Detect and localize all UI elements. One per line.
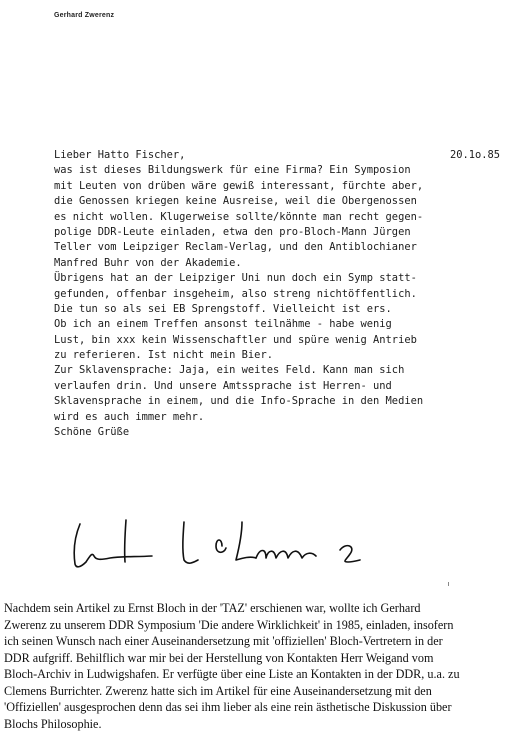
letter-line: die Genossen kriegen keine Ausreise, weil die Obergenossen xyxy=(54,195,417,208)
letter-line: es nicht wollen. Klugerweise sollte/könnte man recht gegen- xyxy=(54,210,424,223)
letter-line: mit Leuten von drüben wäre gewiß interessant, fürchte aber, xyxy=(54,179,424,192)
letter-closing: Schöne Grüße xyxy=(54,426,130,439)
note-line: 'Offiziellen' ausgesprochen denn das sei ihm lieber als eine rein ästhetische Diskussion über xyxy=(4,700,452,714)
note-line: Nachdem sein Artikel zu Ernst Bloch in der 'TAZ' erschienen war, wollte ich Gerhard xyxy=(4,601,421,615)
letter-line: gefunden, offenbar insgeheim, also streng nichtöffentlich. xyxy=(54,287,417,300)
letter-line: Teller vom Leipziger Reclam-Verlag, und den Antiblochianer xyxy=(54,241,417,254)
note-line: Clemens Burrichter. Zwerenz hatte sich im Artikel für eine Auseinandersetzung mit den xyxy=(4,683,432,698)
letter-line: Manfred Buhr von der Akademie. xyxy=(54,256,242,269)
letter-line: Lust, bin xxx kein Wissenschaftler und spüre wenig Antrieb xyxy=(54,333,417,346)
letter-line: Lieber Hatto Fischer, xyxy=(54,149,186,161)
note-line: DDR aufgriff. Behilflich war mir bei der Herstellung von Kontakten Herr Weigand vom xyxy=(4,650,434,665)
stray-mark xyxy=(448,582,449,586)
note-line: ich seinen Wunsch nach einer Auseinandersetzung mit 'offiziellen' Bloch-Vertretern in der xyxy=(4,634,443,648)
letter-line: zu referieren. Ist nicht mein Bier. xyxy=(54,349,273,362)
letter-line: was ist dieses Bildungswerk für eine Firma? Ein Symposion xyxy=(54,164,411,177)
letter-line: Zur Sklavensprache: Jaja, ein weites Feld. Kann man sich xyxy=(54,364,405,377)
letter-line: wird es auch immer mehr. xyxy=(54,410,205,423)
note-line: Bloch-Archiv in Ludwigshafen. Er verfügte über eine Liste an Kontakten in der DDR, u.a. zu xyxy=(4,667,460,681)
letter-line: Sklavensprache in einem, und die Info-Sprache in den Medien xyxy=(54,395,424,408)
letter-line: verlaufen drin. Und unsere Amtssprache ist Herren- und xyxy=(54,379,392,392)
letter-line: Übrigens hat an der Leipziger Uni nun doch ein Symp statt- xyxy=(54,272,417,285)
letter-line: Die tun so als sei EB Sprengstoff. Vielleicht ist ers. xyxy=(54,302,392,315)
letter-line: polige DDR-Leute einladen, etwa den pro-Bloch-Mann Jürgen xyxy=(54,225,411,238)
note-line: Blochs Philosophie. xyxy=(4,716,102,731)
note-line: Zwerenz zu unserem DDR Symposium 'Die andere Wirklichkeit' in 1985, einladen, insofern xyxy=(4,617,454,632)
letter-body xyxy=(54,148,506,440)
annotation-note xyxy=(4,600,516,732)
letter-date: 20.1o.85 xyxy=(449,149,500,161)
letterhead-sender: Gerhard Zwerenz xyxy=(54,12,115,19)
letter-line: Ob ich an einem Treffen ansonst teilnähme - habe wenig xyxy=(54,318,392,331)
handwritten-signature xyxy=(66,516,366,576)
